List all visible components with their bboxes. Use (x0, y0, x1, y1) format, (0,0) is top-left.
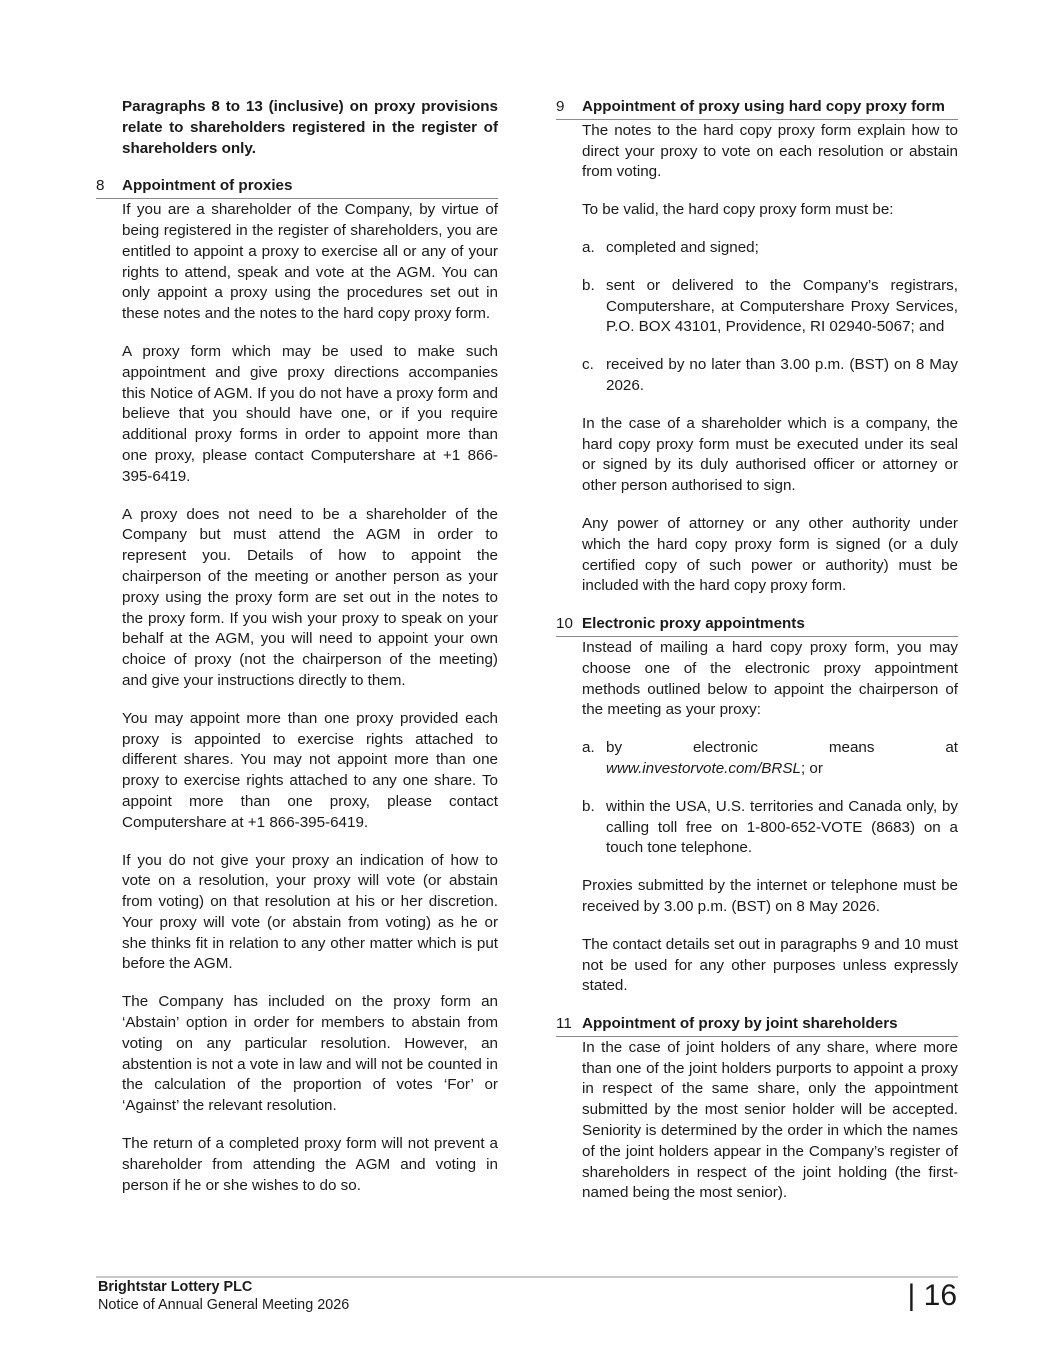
footer-document-title: Notice of Annual General Meeting 2026 (98, 1297, 350, 1313)
paragraph: A proxy does not need to be a shareholder of the Company but must attend the AGM in order to represent you. Details of how to appoint the chairperson of the meeting or another person as your proxy using the proxy form are set out in the notes to the proxy form. If you wish your proxy to speak on your behalf at the AGM, you will need to appoint your own choice of proxy (not the chairperson of the meeting) and give your instructions directly to them. (122, 505, 498, 689)
right-column (556, 97, 958, 1221)
list-text: completed and signed; (606, 238, 759, 256)
proxy-intro-note: Paragraphs 8 to 13 (inclusive) on proxy provisions relate to shareholders registered in the register of shareholders only. (122, 98, 498, 157)
list-text-suffix: ; or (800, 759, 823, 777)
paragraph: If you are a shareholder of the Company, by virtue of being registered in the register of shareholders, you are entitled to appoint a proxy to exercise all or any of your rights to attend, speak and vote at the AGM. You can only appoint a proxy using the procedures set out in these notes and the notes to the hard copy proxy form. (122, 201, 498, 323)
electronic-means-line: by electronic means at (606, 739, 958, 757)
footer-divider (96, 1276, 958, 1278)
section-8-heading (96, 176, 498, 199)
paragraph: The notes to the hard copy proxy form explain how to direct your proxy to vote on each resolution or abstain from voting. (582, 121, 958, 181)
list-marker: b. (582, 797, 595, 815)
section-10-body (556, 637, 958, 997)
list-item (582, 738, 958, 780)
investorvote-link[interactable]: www.investorvote.com/BRSL (606, 759, 801, 777)
paragraph: A proxy form which may be used to make such appointment and give proxy directions accompanies this Notice of AGM. If you do not have a proxy form and believe that you should have one, or if you require additional proxy forms in order to appoint more than one proxy, please contact Computershare at +1 866-395-6419. (122, 342, 498, 485)
paragraph: To be valid, the hard copy proxy form must be: (582, 201, 894, 219)
section-10-heading (556, 614, 958, 637)
list-text (606, 738, 958, 780)
section-9-body (556, 120, 958, 597)
paragraph: The return of a completed proxy form will not prevent a shareholder from attending the AGM and voting in person if he or she wishes to do so. (122, 1135, 498, 1194)
paragraph: Proxies submitted by the internet or telephone must be received by 3.00 p.m. (BST) on 8 May 2026. (582, 877, 958, 915)
paragraph: In the case of a shareholder which is a company, the hard copy proxy form must be executed under its seal or signed by its duly authorised officer or attorney or other person authorised to sign. (582, 414, 958, 495)
section-11-body (556, 1037, 958, 1204)
section-number: 10 (556, 615, 573, 633)
section-8-body (96, 199, 498, 1196)
section-title: Appointment of proxy using hard copy proxy form (582, 98, 945, 115)
list-marker: a. (582, 238, 595, 256)
paragraph: In the case of joint holders of any share, where more than one of the joint holders purports to appoint a proxy in respect of the same share, only the appointment submitted by the most senior holder will be accepted. Seniority is determined by the order in which the names of the joint holders appear in the Company’s register of shareholders in respect of the joint holding (the first-named being the most senior). (582, 1038, 958, 1202)
list-marker: c. (582, 356, 594, 374)
paragraph: Instead of mailing a hard copy proxy form, you may choose one of the electronic proxy appointment methods outlined below to appoint the chairperson of the meeting as your proxy: (582, 638, 958, 719)
paragraph: If you do not give your proxy an indication of how to vote on a resolution, your proxy will vote (or abstain from voting) on that resolution at his or her discretion. Your proxy will vote (or abstain from voting) as he or she thinks fit in relation to any other matter which is put before the AGM. (122, 851, 498, 973)
list-text: within the USA, U.S. territories and Canada only, by calling toll free on 1-800-652-VOTE (8683) on a touch tone telephone. (606, 797, 958, 857)
list-item (582, 355, 958, 397)
paragraph: The contact details set out in paragraphs 9 and 10 must not be used for any other purposes unless expressly stated. (582, 935, 958, 995)
paragraph: Any power of attorney or any other authority under which the hard copy proxy form is signed (or a duly certified copy of such power or authority) must be included with the hard copy proxy form. (582, 514, 958, 595)
list-marker: a. (582, 739, 595, 757)
left-column (96, 97, 498, 1213)
section-11-heading (556, 1014, 958, 1037)
list-text: received by no later than 3.00 p.m. (BST) on 8 May 2026. (606, 356, 958, 394)
list-item (582, 797, 958, 859)
section-number: 11 (556, 1015, 572, 1033)
section-9-heading (556, 97, 958, 120)
section-title: Appointment of proxies (122, 177, 293, 195)
section-title: Appointment of proxy by joint shareholders (582, 1015, 898, 1033)
list-marker: b. (582, 276, 595, 294)
section-title: Electronic proxy appointments (582, 615, 805, 633)
list-item (582, 238, 958, 259)
paragraph: You may appoint more than one proxy provided each proxy is appointed to exercise rights attached to different shares. You may not appoint more than one proxy to exercise rights attached to any one share. To appoint more than one proxy, please contact Computershare at +1 866-395-6419. (122, 709, 498, 831)
paragraph: The Company has included on the proxy form an ‘Abstain’ option in order for members to abstain from voting on any particular resolution. However, an abstention is not a vote in law and will not be counted in the calculation of the proportion of votes ‘For’ or ‘Against’ the relevant resolution. (122, 993, 498, 1115)
page-number: | 16 (907, 1279, 957, 1312)
list-text: sent or delivered to the Company’s registrars, Computershare, at Computershare Proxy Services, P.O. BOX 43101, Providence, RI 02940-5067; and (606, 276, 958, 336)
list-item (582, 276, 958, 338)
section-number: 8 (96, 177, 105, 195)
section-number: 9 (556, 98, 565, 115)
footer-company-name: Brightstar Lottery PLC (98, 1279, 253, 1295)
